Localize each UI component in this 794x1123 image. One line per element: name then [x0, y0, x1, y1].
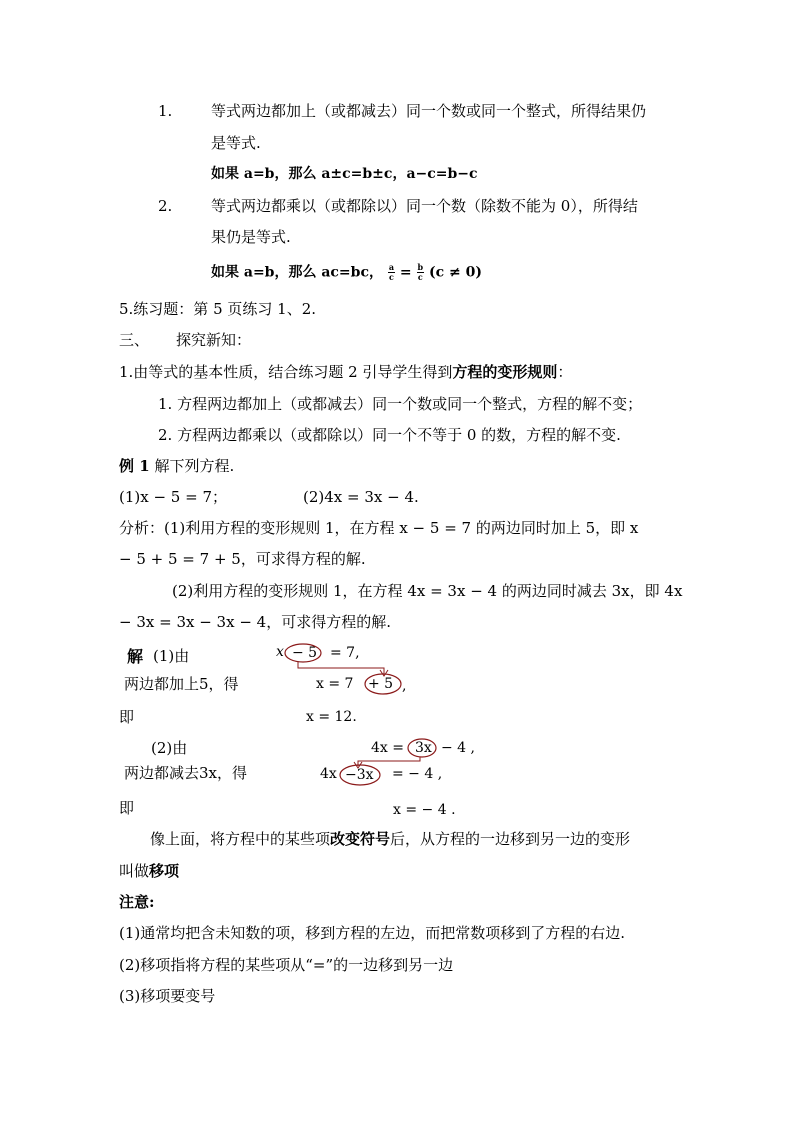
eq5-rest: = − 4 , [392, 766, 443, 782]
solution2-from: (2)由 [151, 739, 188, 757]
eq3: x = 12. [306, 709, 357, 725]
summary-text-c: 叫做 [119, 862, 150, 880]
arrow-move-term-1 [298, 662, 384, 674]
example-title: 解下列方程. [149, 457, 235, 475]
ellipse-3x [408, 739, 436, 757]
section3-number: 三、 [119, 331, 150, 349]
notes-title: 注意: [119, 893, 155, 911]
summary-bold-change-sign: 改变符号 [330, 830, 391, 848]
rule1-text-line1: 等式两边都加上（或都减去）同一个数或同一个整式，所得结果仍 [211, 102, 647, 120]
eq6: x = − 4 . [393, 802, 456, 818]
solution-label: 解 [127, 647, 144, 666]
solution1-step: 两边都加上5，得 [124, 675, 239, 693]
eq1-term: − 5 [292, 645, 318, 661]
exercise-line: 5.练习题：第 5 页练习 1、2. [119, 300, 317, 318]
example-problem-1: (1)x − 5 = 7； [119, 488, 228, 506]
rule1-text-line2: 是等式. [211, 134, 261, 152]
rule1-number: 1. [158, 102, 173, 120]
frac-a-numerator: a [388, 262, 395, 272]
example-problem-2: (2)4x = 3x − 4. [303, 488, 419, 506]
analysis-line-2: − 5 + 5 = 7 + 5，可求得方程的解. [119, 550, 366, 568]
rule2-formula-suffix: (c ≠ 0) [429, 264, 482, 281]
section3-title: 探究新知： [176, 331, 252, 349]
transform-rule-1: 1. 方程两边都加上（或都减去）同一个数或同一个整式，方程的解不变； [158, 395, 643, 413]
summary-line-1 [150, 832, 630, 847]
eq2-left: x = 7 [316, 676, 354, 692]
eq4-term: 3x [415, 740, 432, 756]
eq1-x: x [276, 644, 284, 660]
rule2-formula-prefix: 如果 a=b，那么 ac=bc， [211, 264, 383, 281]
eq4-rest: − 4 , [441, 740, 475, 756]
rule2-number: 2. [158, 197, 173, 215]
frac-equals: = [399, 264, 412, 281]
eq2-end: , [402, 678, 407, 694]
note-item-2: (2)移项指将方程的某些项从“=”的一边移到另一边 [119, 956, 454, 974]
frac-b-numerator: b [417, 262, 424, 272]
eq5-left: 4x [320, 766, 337, 782]
eq1-rest: = 7, [330, 645, 360, 661]
solution2-therefore: 即 [119, 799, 135, 817]
eq2-term: + 5 [368, 676, 394, 692]
intro-bold-term: 方程的变形规则 [452, 363, 558, 381]
ellipse-plus5 [365, 674, 401, 694]
analysis-line-4: − 3x = 3x − 3x − 4，可求得方程的解. [119, 613, 391, 631]
summary-text-b: 后，从方程的一边移到另一边的变形 [390, 830, 631, 848]
note-item-3: (3)移项要变号 [119, 987, 216, 1005]
eq5-term: −3x [345, 767, 374, 783]
analysis-line-1: 分析：(1)利用方程的变形规则 1，在方程 x − 5 = 7 的两边同时加上 5，即 x [119, 519, 639, 537]
summary-text-a: 像上面，将方程中的某些项 [150, 830, 331, 848]
frac-b-denominator: c [417, 272, 423, 282]
ellipse-minus5 [285, 644, 321, 662]
solution1-therefore: 即 [119, 708, 135, 726]
intro-end: ： [557, 363, 573, 381]
intro-text: 1.由等式的基本性质，结合练习题 2 引导学生得到 [119, 363, 453, 381]
example-label: 例 1 [119, 457, 150, 475]
rule2-text-line2: 果仍是等式. [211, 228, 291, 246]
frac-a-denominator: c [389, 272, 394, 282]
summary-bold-transposition: 移项 [149, 862, 180, 880]
rule2-text-line1: 等式两边都乘以（或都除以）同一个数（除数不能为 0），所得结 [211, 197, 638, 215]
note-item-1: (1)通常均把含未知数的项，移到方程的左边，而把常数项移到了方程的右边. [119, 924, 626, 942]
arrow-move-term-2 [358, 757, 420, 766]
eq4-left: 4x = [371, 740, 404, 756]
summary-line-2 [119, 864, 179, 879]
analysis-line-3: (2)利用方程的变形规则 1，在方程 4x = 3x − 4 的两边同时减去 3x，即 4x [172, 582, 683, 600]
ellipse-minus3x [340, 765, 380, 785]
solution2-step: 两边都减去3x，得 [124, 764, 248, 782]
rule1-formula: 如果 a=b，那么 a±c=b±c，a−c=b−c [211, 166, 478, 182]
solution1-from: (1)由 [153, 647, 190, 665]
transform-rule-2: 2. 方程两边都乘以（或都除以）同一个不等于 0 的数，方程的解不变. [158, 426, 621, 444]
